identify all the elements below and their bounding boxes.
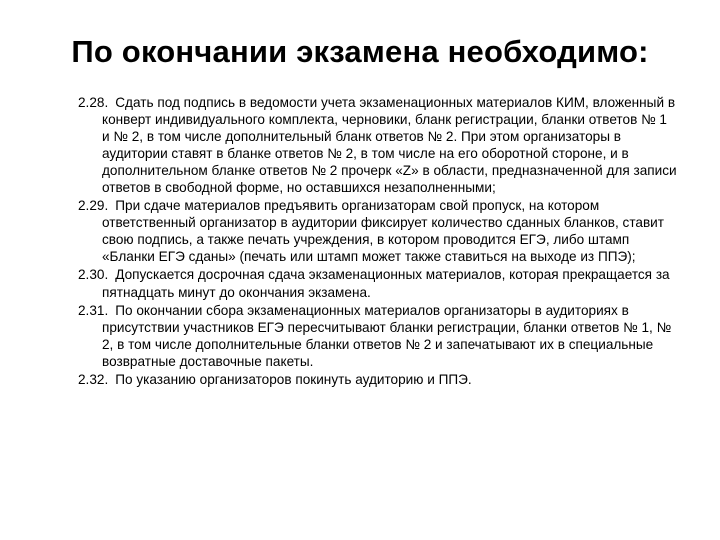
item-text: Сдать под подпись в ведомости учета экзаменационных материалов КИМ, вложенный в конверт индивидуального комплекта, черновики, бланк регистрации, бланки ответов № 1 и № 2, в том числе дополнительный бланк ответов № 2. При этом организаторы в аудитории ставят в бланке ответов № 2, в том числе на его оборотной стороне, и в дополнительном бланке ответов № 2 прочерк «Z» в области, предназначенной для записи ответов в свободной форме, но оставшихся незаполненными; <box>102 95 677 196</box>
item-number: 2.31. <box>78 302 109 318</box>
item-text: По указанию организаторов покинуть аудиторию и ППЭ. <box>115 371 472 387</box>
rules-list <box>78 94 678 389</box>
list-item <box>78 197 678 265</box>
list-item <box>78 94 678 196</box>
item-text: По окончании сбора экзаменационных материалов организаторы в аудиториях в присутствии участников ЕГЭ пересчитывают бланки регистрации, бланки ответов № 1, № 2, в том числе дополнительные бланки ответов № 2 и запечатывают их в специальные возвратные доставочные пакеты. <box>102 302 672 369</box>
item-number: 2.32. <box>78 371 109 387</box>
slide-title: По окончании экзамена необходимо: <box>71 34 649 69</box>
item-text: При сдаче материалов предъявить организаторам свой пропуск, на котором ответственный организатор в аудитории фиксирует количество сданных бланков, ставит свою подпись, а также печать учреждения, в котором проводится ЕГЭ, либо штамп «Бланки ЕГЭ сданы» (печать или штамп может также ставиться на выходе из ППЭ); <box>102 198 665 265</box>
item-text: Допускается досрочная сдача экзаменационных материалов, которая прекращается за пятнадцать минут до окончания экзамена. <box>102 267 670 300</box>
list-item <box>78 371 678 388</box>
list-item <box>78 302 678 370</box>
item-number: 2.29. <box>78 198 109 214</box>
list-item <box>78 266 678 300</box>
item-number: 2.30. <box>78 267 109 283</box>
item-number: 2.28. <box>78 95 109 110</box>
